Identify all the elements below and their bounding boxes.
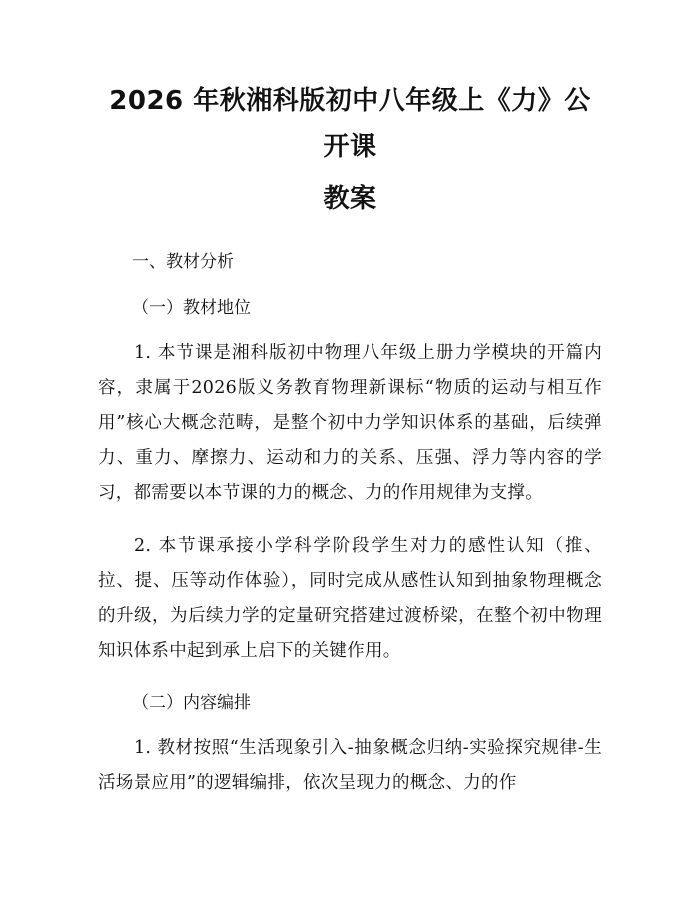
title-line-1: 2026 年秋湘科版初中八年级上《力》公开课 [109, 86, 591, 162]
paragraph-arrangement-1: 1. 教材按照“生活现象引入-抽象概念归纳-实验探究规律-生活场景应用”的逻辑编排，依次呈现力的概念、力的作 [98, 738, 602, 793]
paragraph-position-2: 2. 本节课承接小学科学阶段学生对力的感性认知（推、拉、提、压等动作体验），同时完成从感性认知到抽象物理概念的升级，为后续力学的定量研究搭建过渡桥梁，在整个初中物理知识体系中起到承上启下的关键作用。 [98, 536, 602, 661]
paragraph-position-1: 1. 本节课是湘科版初中物理八年级上册力学模块的开篇内容，隶属于2026版义务教育物理新课标“物质的运动与相互作用”核心大概念范畴，是整个初中力学知识体系的基础，后续弹力、重力、摩擦力、运动和力的关系、压强、浮力等内容的学习，都需要以本节课的力的概念、力的作用规律为支撑。 [98, 343, 602, 503]
document-title [98, 78, 602, 222]
section-heading-textbook-analysis: 一、教材分析 [132, 252, 234, 272]
title-line-2: 教案 [323, 184, 377, 214]
subsection-heading-content-arrangement: （二）内容编排 [132, 693, 251, 713]
subsection-heading-textbook-position: （一）教材地位 [132, 298, 251, 318]
